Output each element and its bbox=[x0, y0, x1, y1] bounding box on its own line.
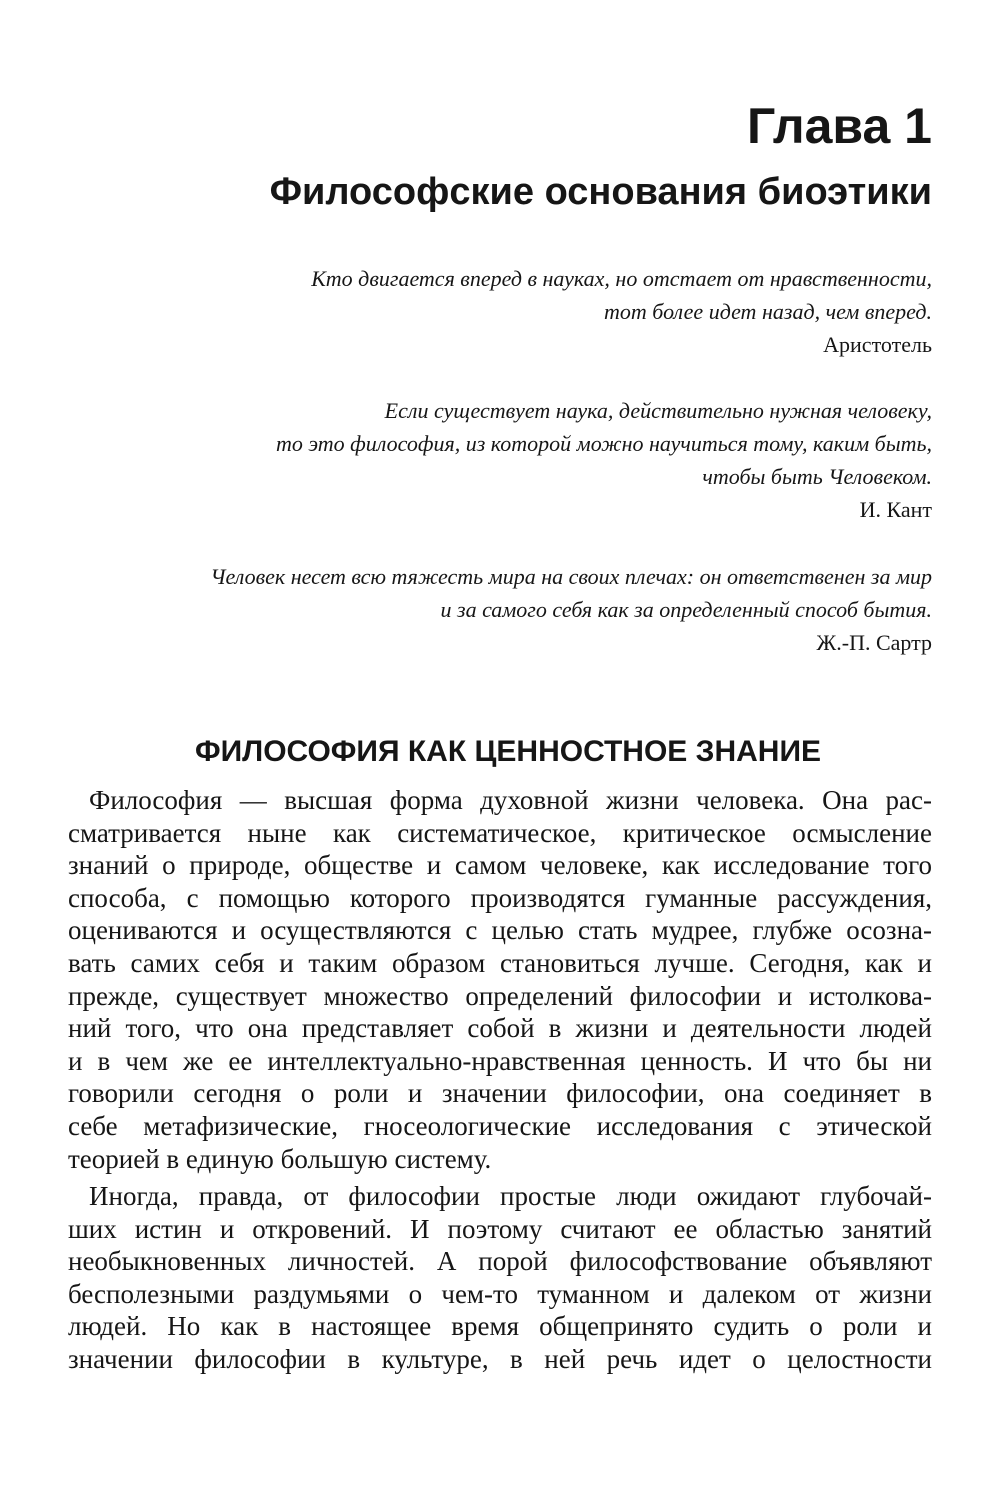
epigraph-aristotle bbox=[311, 262, 932, 361]
text-line: оцениваются и осуществляются с целью стать мудрее, глубже осозна- bbox=[68, 915, 932, 946]
text-line: и в чем же ее интеллектуально-нравственная ценность. И что бы ни bbox=[68, 1045, 932, 1076]
text-line: Иногда, правда, от философии простые люди ожидают глубочай- bbox=[89, 1181, 932, 1211]
epigraph-line: чтобы быть Человеком. bbox=[702, 464, 932, 489]
text-line: знаний о природе, обществе и самом человеке, как исследование того bbox=[68, 850, 932, 881]
section-heading: ФИЛОСОФИЯ КАК ЦЕННОСТНОЕ ЗНАНИЕ bbox=[194, 735, 822, 768]
epigraph-kant bbox=[276, 394, 932, 526]
text-line: способа, с помощью которого производятся гуманные рассуждения, bbox=[68, 882, 932, 913]
epigraph-line: и за самого себя как за определенный способ бытия. bbox=[440, 597, 932, 622]
chapter-title: Философские основания биоэтики bbox=[269, 171, 932, 213]
text-line: значении философии в культуре, в ней речь идет о целостности bbox=[68, 1343, 932, 1374]
epigraph-line: Человек несет всю тяжесть мира на своих плечах: он ответственен за мир bbox=[210, 564, 932, 589]
text-line: теорией в единую большую систему. bbox=[68, 1143, 492, 1174]
epigraph-sartre bbox=[210, 560, 932, 659]
text-line: бесполезными раздумьями о чем-то туманном и далеком от жизни bbox=[68, 1278, 932, 1309]
epigraph-line: Кто двигается вперед в науках, но отстает от нравственности, bbox=[311, 266, 932, 291]
text-line: людей. Но как в настоящее время общепринято судить о роли и bbox=[68, 1311, 932, 1342]
paragraph-1 bbox=[68, 784, 932, 1175]
text-line: ний того, что она представляет собой в жизни и деятельности людей bbox=[68, 1013, 932, 1044]
text-line: необыкновенных личностей. А порой философствование объявляют bbox=[68, 1246, 932, 1277]
epigraph-line: то это философия, из которой можно научиться тому, каким быть, bbox=[276, 431, 932, 456]
epigraph-author: Ж.-П. Сартр bbox=[816, 630, 932, 655]
text-line: сматривается ныне как систематическое, критическое осмысление bbox=[68, 817, 932, 848]
epigraph-author: И. Кант bbox=[859, 497, 932, 522]
text-line: прежде, существует множество определений философии и истолкова- bbox=[68, 980, 932, 1011]
text-line: Философия — высшая форма духовной жизни человека. Она рас- bbox=[89, 785, 932, 815]
text-line: вать самих себя и таким образом становиться лучше. Сегодня, как и bbox=[68, 947, 932, 978]
epigraph-author: Аристотель bbox=[823, 332, 932, 357]
text-line: себе метафизические, гносеологические исследования с этической bbox=[68, 1110, 932, 1141]
text-line: ших истин и откровений. И поэтому считают ее областью занятий bbox=[68, 1213, 932, 1244]
chapter-number: Глава 1 bbox=[746, 98, 932, 154]
epigraph-line: Если существует наука, действительно нужная человеку, bbox=[384, 398, 932, 423]
epigraph-line: тот более идет назад, чем вперед. bbox=[604, 299, 932, 324]
text-line: говорили сегодня о роли и значении философии, она соединяет в bbox=[68, 1078, 932, 1109]
paragraph-2 bbox=[68, 1180, 932, 1376]
